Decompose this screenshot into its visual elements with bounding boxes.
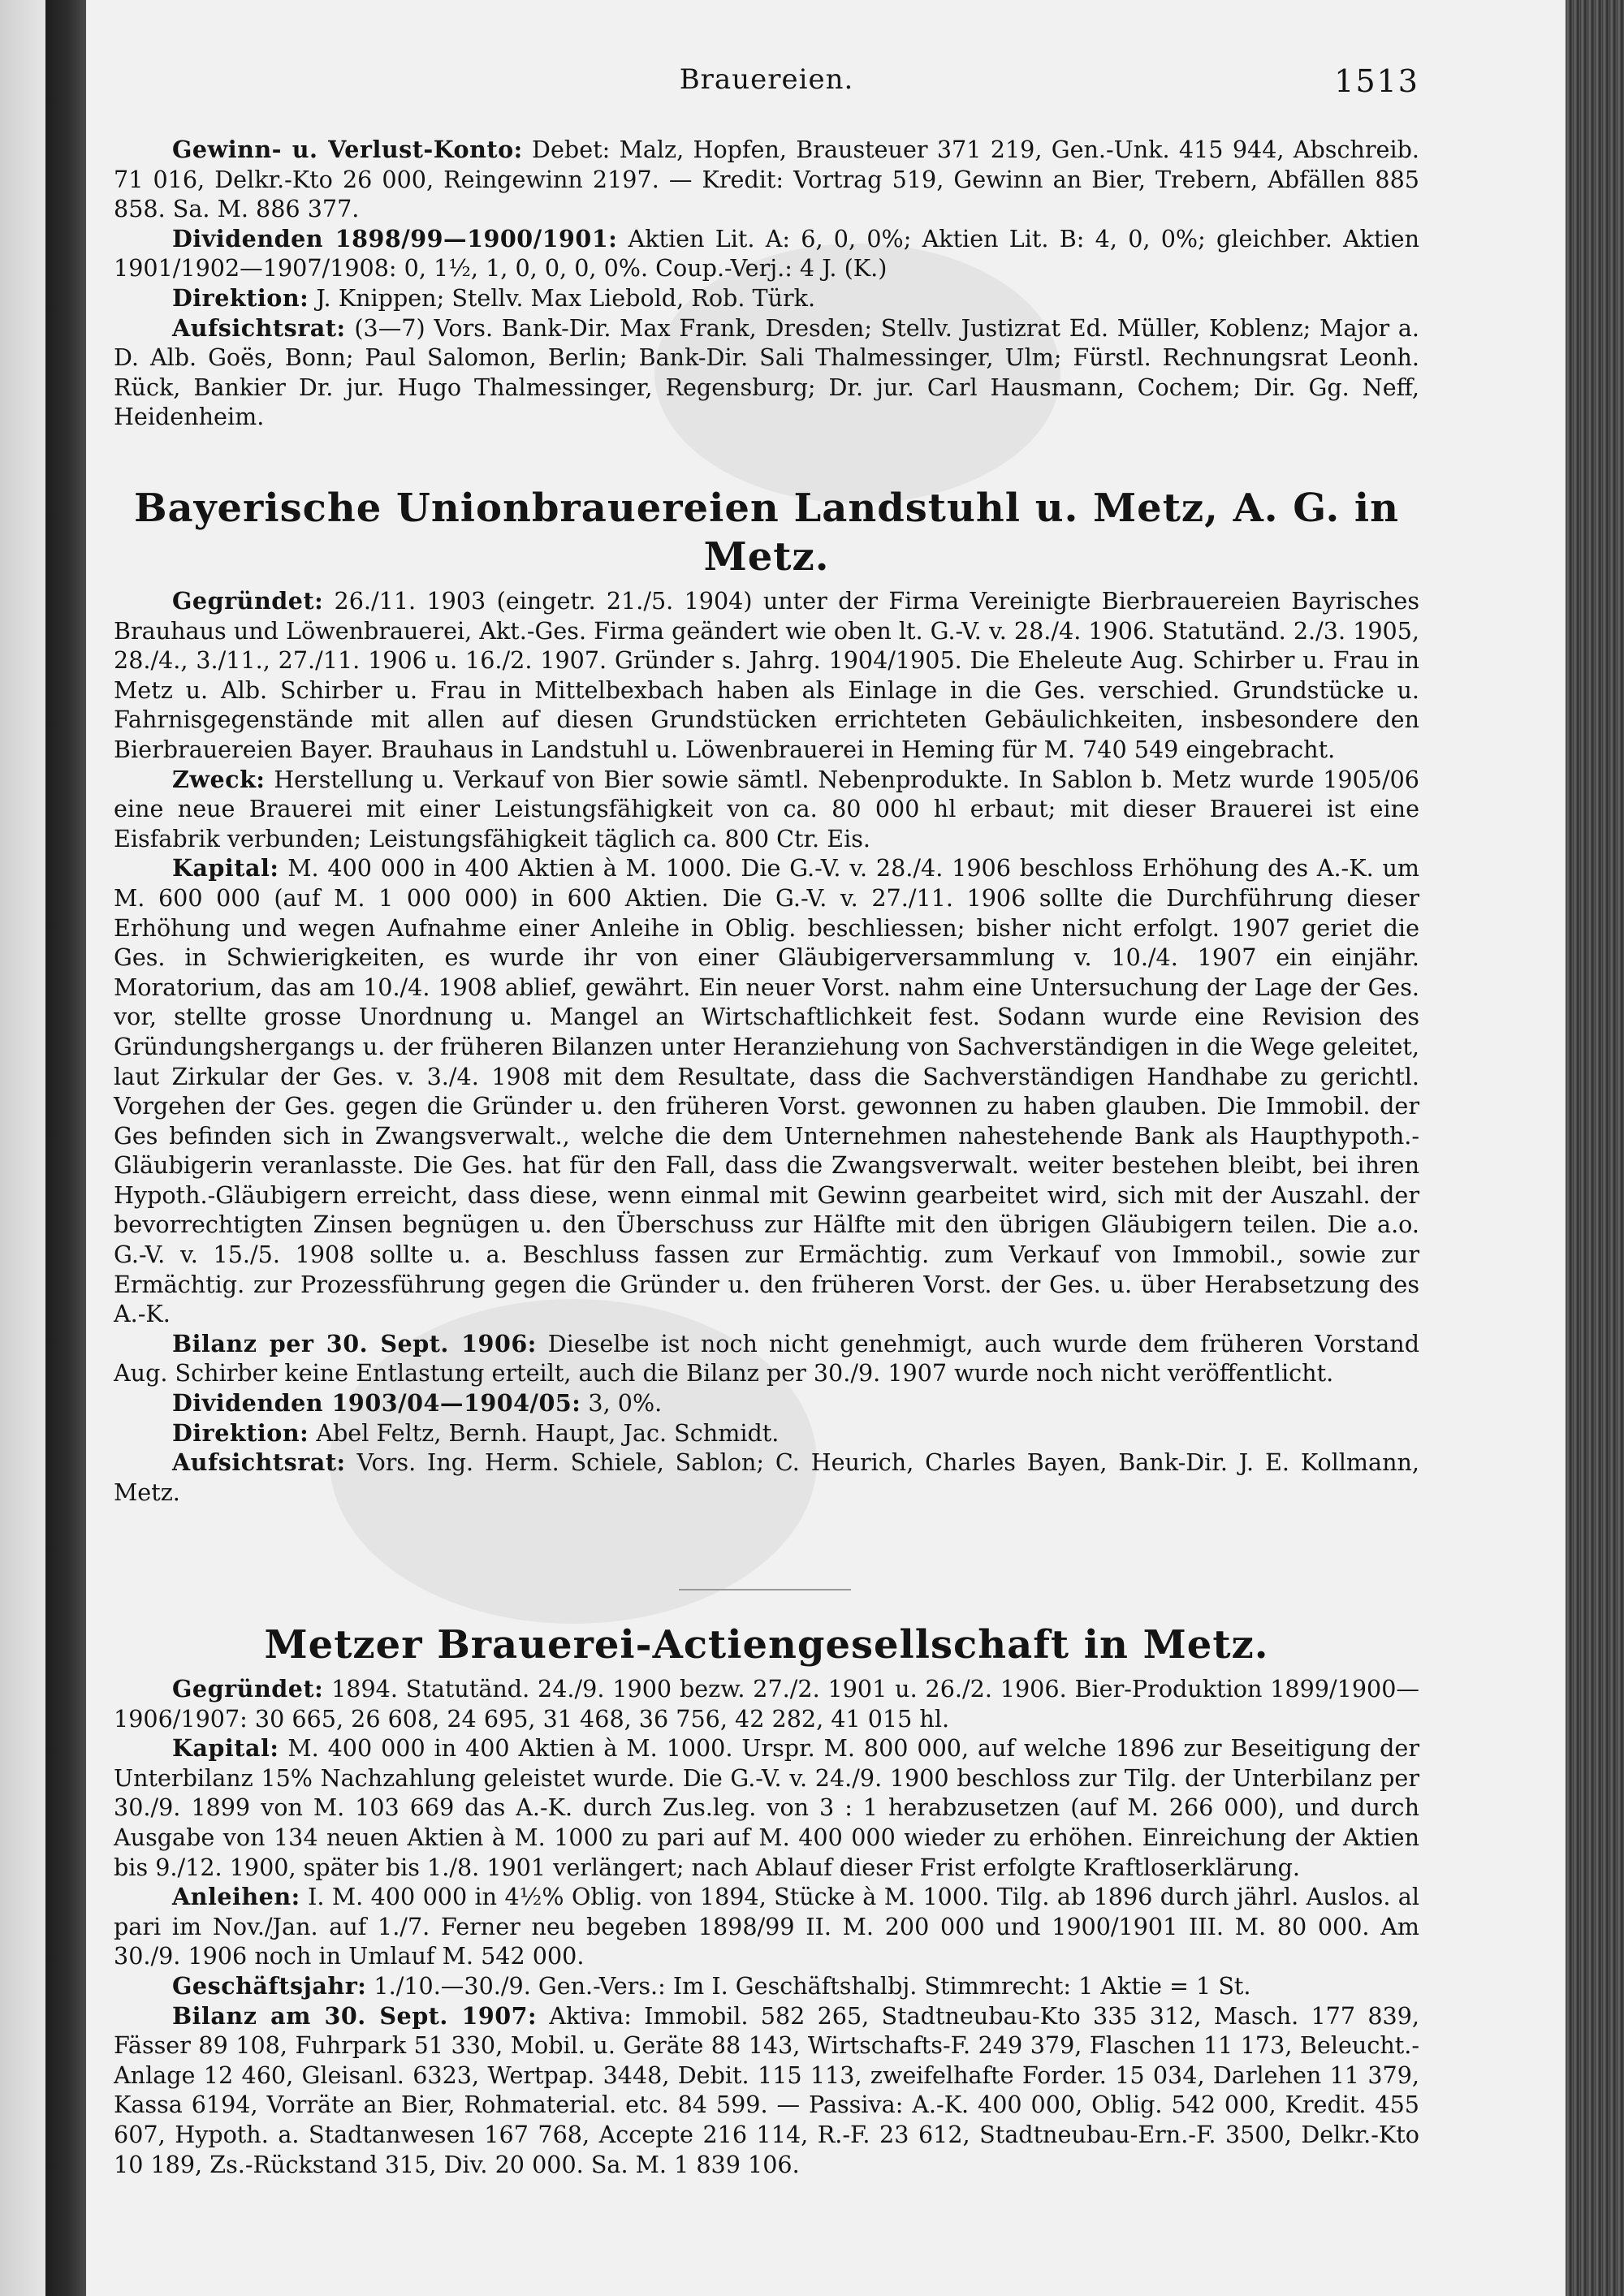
entry-text: Aktiva: Immobil. 582 265, Stadtneubau-Kto 335 312, Masch. 177 839, Fässer 89 108, Fuhrpark 51 330, Mobil. u. Geräte 88 143, Wirtschafts-F. 249 379, Flaschen 11 173, Beleucht.-Anlage 12 460, Gleisanl. 6323, Wertpap. 3448, Debit. 115 113, zweifelhafte Forder. 15 034, Darlehen 11 379, Kassa 6194, Vorräte an Bier, Rohmaterial. etc. 84 599. — Passiva: A.-K. 400 000, Oblig. 542 000, Kredit. 455 607, Hypoth. a. Stadtanwesen 167 768, Accepte 216 114, R.-F. 23 612, Stadtneubau-Ern.-F. 3500, Delkr.-Kto 10 189, Zs.-Rückstand 315, Div. 20 000. Sa. M. 1 839 106. bbox=[114, 2001, 1419, 2178]
entry-text: Debet: Malz, Hopfen, Brausteuer 371 219, Gen.-Unk. 415 944, Abschreib. 71 016, Delkr.-Kto 26 000, Reingewinn 2197. — Kredit: Vortrag 519, Gewinn an Bier, Trebern, Abfällen 885 858. Sa. M. 886 377. bbox=[114, 136, 1419, 223]
page-number: 1513 bbox=[1334, 63, 1419, 99]
entry-paragraph bbox=[114, 586, 1419, 765]
section-previous-entry bbox=[114, 135, 1419, 432]
entry-label: Bilanz per 30. Sept. 1906: bbox=[172, 1329, 537, 1357]
entry-paragraph bbox=[114, 135, 1419, 224]
binding-edge bbox=[45, 0, 86, 2296]
entry-label: Dividenden 1898/99—1900/1901: bbox=[172, 224, 618, 252]
entry-paragraph bbox=[114, 1882, 1419, 1971]
entry-label: Gegründet: bbox=[172, 587, 324, 615]
entry-label: Geschäftsjahr: bbox=[172, 1971, 367, 2000]
entry-text: 1./10.—30./9. Gen.-Vers.: Im I. Geschäftshalbj. Stimmrecht: 1 Aktie = 1 St. bbox=[374, 1971, 1251, 2000]
entry-text: Herstellung u. Verkauf von Bier sowie sämtl. Nebenprodukte. In Sablon b. Metz wurde 1905/06 eine neue Brauerei mit einer Leistungsfähigkeit von ca. 80 000 hl erbaut; mit dieser Brauerei ist eine Eisfabrik verbunden; Leistungsfähigkeit täglich ca. 800 Ctr. Eis. bbox=[114, 765, 1419, 852]
entry-paragraph bbox=[114, 765, 1419, 854]
entry-text: Vors. Ing. Herm. Schiele, Sablon; C. Heurich, Charles Bayen, Bank-Dir. J. E. Kollmann, Metz. bbox=[114, 1448, 1419, 1506]
entry-label: Gewinn- u. Verlust-Konto: bbox=[172, 136, 523, 163]
entry-label: Aufsichtsrat: bbox=[172, 1448, 346, 1477]
entry-paragraph bbox=[114, 1329, 1419, 1388]
entry-text: J. Knippen; Stellv. Max Liebold, Rob. Türk. bbox=[316, 283, 816, 312]
entry-text: (3—7) Vors. Bank-Dir. Max Frank, Dresden; Stellv. Justizrat Ed. Müller, Koblenz; Major a. D. Alb. Goës, Bonn; Paul Salomon, Berlin; Bank-Dir. Sali Thalmessinger, Ulm; Fürstl. Rechnungsrat Leonh. Rück, Bankier Dr. jur. Hugo Thalmessinger, Regensburg; Dr. jur. Carl Hausmann, Cochem; Dir. Gg. Neff, Heidenheim. bbox=[114, 313, 1420, 431]
entry-label: Direktion: bbox=[172, 1418, 309, 1447]
section-metzer bbox=[114, 1621, 1419, 2179]
entry-paragraph bbox=[114, 1448, 1419, 1507]
entry-paragraph bbox=[114, 1388, 1419, 1418]
entry-paragraph bbox=[114, 1674, 1419, 1733]
entry-paragraph bbox=[114, 2001, 1419, 2180]
entry-label: Zweck: bbox=[172, 765, 266, 793]
entry-label: Direktion: bbox=[172, 283, 309, 312]
entry-text: 26./11. 1903 (eingetr. 21./5. 1904) unter der Firma Vereinigte Bierbrauereien Bayrisches Brauhaus und Löwenbrauerei, Akt.-Ges. Firma geändert wie oben lt. G.-V. v. 28./4. 1906. Statutänd. 2./3. 1905, 28./4., 3./11., 27./11. 1906 u. 16./2. 1907. Gründer s. Jahrg. 1904/1905. Die Eheleute Aug. Schirber u. Frau in Metz u. Alb. Schirber u. Frau in Mittelbexbach haben als Einlage in die Ges. verschied. Grundstücke u. Fahrnisgegenstände mit allen auf diesen Grundstücken errichteten Gebäulichkeiten, insbesondere den Bierbrauereien Bayer. Brauhaus in Landstuhl u. Löwenbrauerei in Heming für M. 740 549 eingebracht. bbox=[114, 587, 1419, 763]
company-heading: Metzer Brauerei-Actiengesellschaft in Metz. bbox=[264, 1622, 1269, 1668]
entry-paragraph bbox=[114, 1733, 1419, 1882]
entry-text: I. M. 400 000 in 4½% Oblig. von 1894, Stücke à M. 1000. Tilg. ab 1896 durch jährl. Auslos. al pari im Nov./Jan. auf 1./7. Ferner neu begeben 1898/99 II. M. 200 000 und 1900/1901 III. M. 80 000. Am 30./9. 1906 noch in Umlauf M. 542 000. bbox=[114, 1883, 1419, 1970]
entry-text: Dieselbe ist noch nicht genehmigt, auch wurde dem früheren Vorstand Aug. Schirber keine Entlastung erteilt, auch die Bilanz per 30./9. 1907 wurde noch nicht veröffentlicht. bbox=[114, 1329, 1419, 1388]
entry-paragraph bbox=[114, 853, 1419, 1329]
running-head bbox=[114, 63, 1419, 104]
section-divider bbox=[679, 1589, 851, 1590]
entry-paragraph bbox=[114, 283, 1419, 313]
running-title: Brauereien. bbox=[679, 63, 854, 96]
entry-label: Bilanz am 30. Sept. 1907: bbox=[172, 2001, 538, 2030]
entry-label: Kapital: bbox=[172, 1734, 279, 1763]
entry-label: Aufsichtsrat: bbox=[172, 313, 346, 342]
entry-text: M. 400 000 in 400 Aktien à M. 1000. Die G.-V. v. 28./4. 1906 beschloss Erhöhung des A.-K. um M. 600 000 (auf M. 1 000 000) in 600 Aktien. Die G.-V. v. 27./11. 1906 sollte die Durchführung dieser Erhöhung und wegen Aufnahme einer Anleihe in Oblig. beschliessen; bisher nicht erfolgt. 1907 geriet die Ges. in Schwierigkeiten, es wurde ihr von einer Gläubigerversammlung v. 10./4. 1907 ein einjähr. Moratorium, das am 10./4. 1908 ablief, gewährt. Ein neuer Vorst. nahm eine Untersuchung der Lage der Ges. vor, stellte grosse Unordnung u. Mangel an Wirtschaftlichkeit fest. Sodann wurde eine Revision des Gründungshergangs u. der früheren Bilanzen unter Heranziehung von Sachverständigen in die Wege geleitet, laut Zirkular der Ges. v. 3./4. 1908 mit dem Resultate, dass die Sachverständigen Handhabe zu gerichtl. Vorgehen der Ges. gegen die Gründer u. den früheren Vorst. gewonnen zu haben glauben. Die Immobil. der Ges befinden sich in Zwangsverwalt., welche die dem Unternehmen nahestehende Bank als Haupthypoth.-Gläubigerin veranlasste. Die Ges. hat für den Fall, dass die Zwangsverwalt. weiter bestehen bleibt, bei ihren Hypoth.-Gläubigern erreicht, dass diese, wenn einmal mit Gewinn gearbeitet wird, sich mit der Auszahl. der bevorrechtigten Zinsen begnügen u. den Überschuss zur Hälfte mit den übrigen Gläubigern teilen. Die a.o. G.-V. v. 15./5. 1908 sollte u. a. Beschluss fassen zur Ermächtig. zum Verkauf von Immobil., sowie zur Ermächtig. zur Prozessführung gegen die Gründer u. den früheren Vorst. der Ges. u. über Herabsetzung des A.-K. bbox=[114, 854, 1419, 1328]
entry-paragraph bbox=[114, 1418, 1419, 1448]
page-edge-right bbox=[1566, 0, 1624, 2296]
entry-text: Aktien Lit. A: 6, 0, 0%; Aktien Lit. B: 4, 0, 0%; gleichber. Aktien 1901/1902—1907/1908: 0, 1½, 1, 0, 0, 0, 0%. Coup.-Verj.: 4 J. (K.) bbox=[114, 224, 1419, 283]
entry-paragraph bbox=[114, 1971, 1419, 2001]
entry-text: Abel Feltz, Bernh. Haupt, Jac. Schmidt. bbox=[316, 1418, 780, 1447]
company-heading: Bayerische Unionbrauereien Landstuhl u. Metz, A. G. in Metz. bbox=[133, 486, 1400, 580]
entry-label: Dividenden 1903/04—1904/05: bbox=[172, 1389, 581, 1418]
section-landstuhl bbox=[114, 484, 1419, 1507]
entry-text: 1894. Statutänd. 24./9. 1900 bezw. 27./2. 1901 u. 26./2. 1906. Bier-Produktion 1899/1900—1906/1907: 30 665, 26 608, 24 695, 31 468, 36 756, 42 282, 41 015 hl. bbox=[114, 1675, 1419, 1733]
entry-paragraph bbox=[114, 224, 1419, 283]
entry-text: 3, 0%. bbox=[588, 1389, 663, 1418]
entry-label: Gegründet: bbox=[172, 1675, 324, 1703]
entry-text: M. 400 000 in 400 Aktien à M. 1000. Urspr. M. 800 000, auf welche 1896 zur Beseitigung der Unterbilanz 15% Nachzahlung geleistet wurde. Die G.-V. v. 24./9. 1900 beschloss zur Tilg. der Unterbilanz per 30./9. 1899 von M. 103 669 das A.-K. durch Zus.leg. von 3 : 1 herabzusetzen (auf M. 266 000), und durch Ausgabe von 134 neuen Aktien à M. 1000 zu pari auf M. 400 000 wieder zu erhöhen. Einreichung der Aktien bis 9./12. 1900, später bis 1./8. 1901 verlängert; nach Ablauf dieser Frist erfolgte Kraftloserklärung. bbox=[114, 1734, 1420, 1881]
entry-label: Kapital: bbox=[172, 854, 279, 883]
entry-paragraph bbox=[114, 313, 1419, 432]
page-gutter-left bbox=[0, 0, 45, 2296]
entry-label: Anleihen: bbox=[172, 1883, 300, 1911]
